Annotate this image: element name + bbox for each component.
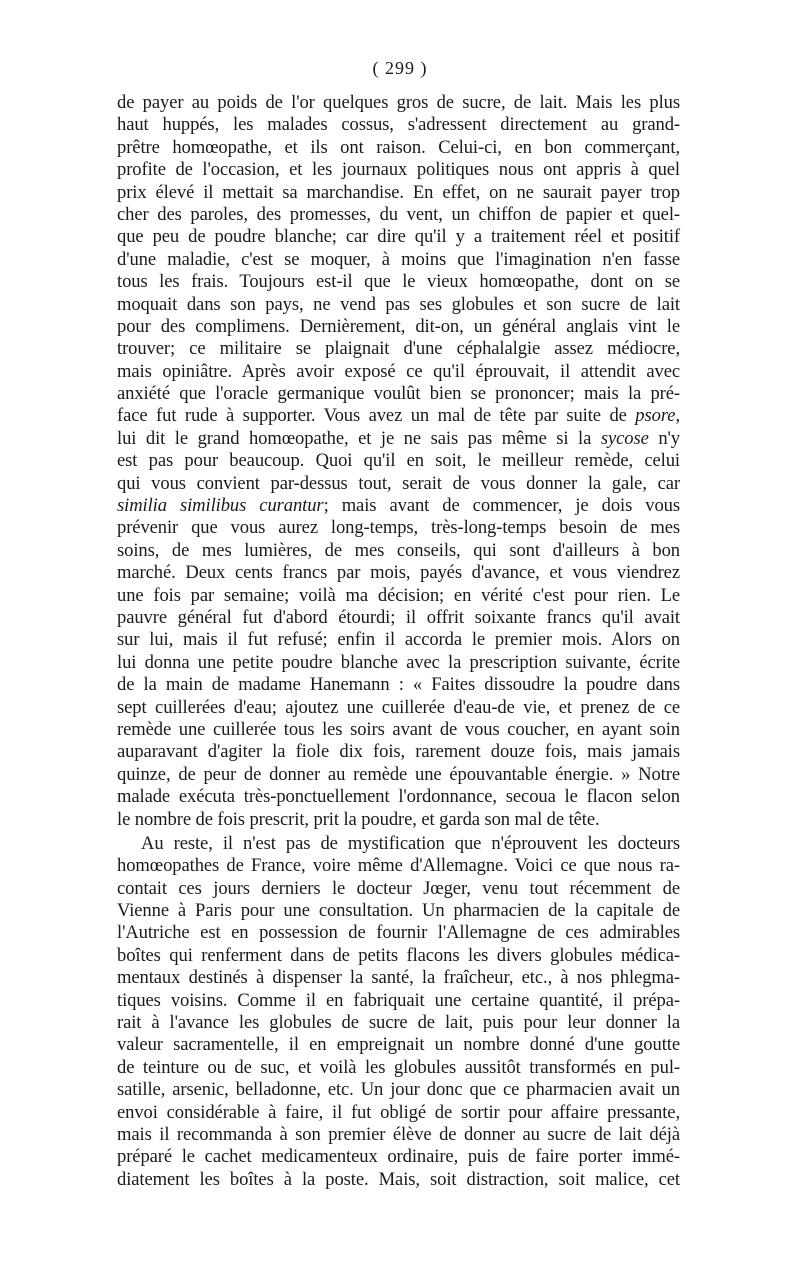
text-line: tous les frais. Toujours est-il que le vieux homœopathe, dont on se xyxy=(117,271,680,293)
text-line: moquait dans son pays, ne vend pas ses globules et son sucre de lait xyxy=(117,293,680,315)
text-line: pour des complimens. Dernièrement, dit-on, un général anglais vint le xyxy=(117,315,680,337)
text-line: Au reste, il n'est pas de mystification que n'éprouvent les docteurs xyxy=(141,832,680,854)
text-line: Vienne à Paris pour une consultation. Un pharmacien de la capitale de xyxy=(117,900,680,922)
text-line: lui donna une petite poudre blanche avec la prescription suivante, écrite xyxy=(117,651,680,673)
text-line: diatement les boîtes à la poste. Mais, soit distraction, soit malice, cet xyxy=(117,1168,680,1190)
text-line: que peu de poudre blanche; car dire qu'il y a traitement réel et positif xyxy=(117,226,680,248)
text-line: une fois par semaine; voilà ma décision; en vérité c'est pour rien. Le xyxy=(117,584,680,606)
text-line: soins, de mes lumières, de mes conseils, qui sont d'ailleurs à bon xyxy=(117,539,680,561)
text-line: profite de l'occasion, et les journaux politiques nous ont appris à quel xyxy=(117,159,680,181)
text-line: auparavant d'agiter la fiole dix fois, rarement douze fois, mais jamais xyxy=(117,741,680,763)
text-line: marché. Deux cents francs par mois, payés d'avance, et vous viendrez xyxy=(117,562,680,584)
text-line: sept cuillerées d'eau; ajoutez une cuillerée d'eau-de vie, et prenez de ce xyxy=(117,696,680,718)
text-line: l'Autriche est en possession de fournir l'Allemagne de ces admirables xyxy=(117,922,680,944)
text-line: mais opiniâtre. Après avoir exposé ce qu'il éprouvait, il attendit avec xyxy=(117,360,680,382)
text-line: prix élevé il mettait sa marchandise. En effet, on ne saurait payer trop xyxy=(117,181,680,203)
text-line: anxiété que l'oracle germanique voulût bien se prononcer; mais la pré- xyxy=(117,383,680,405)
text-line: homœopathes de France, voire même d'Allemagne. Voici ce que nous ra- xyxy=(117,855,680,877)
text-line: face fut rude à supporter. Vous avez un mal de tête par suite de psore, xyxy=(117,405,680,427)
text-line: de la main de madame Hanemann : « Faites dissoudre la poudre dans xyxy=(117,674,680,696)
text-line: de payer au poids de l'or quelques gros de sucre, de lait. Mais les plus xyxy=(117,92,680,113)
text-line: valeur sacramentelle, il en empreignait un nombre donné d'une goutte xyxy=(117,1034,680,1056)
text-line: qui vous convient par-dessus tout, serait de vous donner la gale, car xyxy=(117,472,680,494)
text-line: trouver; ce militaire se plaignait d'une céphalalgie assez médiocre, xyxy=(117,338,680,360)
text-line: envoi considérable à faire, il fut obligé de sortir pour affaire pressante, xyxy=(117,1101,680,1123)
text-line: le nombre de fois prescrit, prit la poudre, et garda son mal de tête. xyxy=(117,808,600,830)
text-line: d'une maladie, c'est se moquer, à moins que l'imagination n'en fasse xyxy=(117,248,680,270)
text-line: remède une cuillerée tous les soirs avant de vous coucher, en ayant soin xyxy=(117,718,680,740)
text-line: mais il recommanda à son premier élève de donner au sucre de lait déjà xyxy=(117,1123,680,1145)
text-line: lui dit le grand homœopathe, et je ne sais pas même si la sycose n'y xyxy=(117,427,680,449)
paragraph-2 xyxy=(117,833,680,1191)
text-line: similia similibus curantur; mais avant de commencer, je dois vous xyxy=(117,495,681,517)
text-line: tiques voisins. Comme il en fabriquait une certaine quantité, il prépa- xyxy=(117,989,680,1011)
body-text xyxy=(117,92,680,1191)
text-line: de teinture ou de suc, et voilà les globules aussitôt transformés en pul- xyxy=(117,1056,680,1078)
paragraph-1 xyxy=(117,92,680,831)
text-line: boîtes qui renferment dans de petits flacons les divers globules médica- xyxy=(117,944,680,966)
text-line: rait à l'avance les globules de sucre de lait, puis pour leur donner la xyxy=(117,1012,680,1034)
text-line: préparé le cachet medicamenteux ordinaire, puis de faire porter immé- xyxy=(117,1146,680,1168)
text-line: est pas pour beaucoup. Quoi qu'il en soit, le meilleur remède, celui xyxy=(117,450,680,472)
text-line: contait ces jours derniers le docteur Jœger, venu tout récemment de xyxy=(117,877,680,899)
text-line: haut huppés, les malades cossus, s'adressent directement au grand- xyxy=(117,114,680,136)
text-line: prévenir que vous aurez long-temps, très-long-temps besoin de mes xyxy=(117,517,680,539)
text-line: cher des paroles, des promesses, du vent, un chiffon de papier et quel- xyxy=(117,203,680,225)
text-line: pauvre général fut d'abord étourdi; il offrit soixante francs qu'il avait xyxy=(117,606,680,628)
text-line: satille, arsenic, belladonne, etc. Un jour donc que ce pharmacien avait un xyxy=(117,1079,680,1101)
text-line: prêtre homœopathe, et ils ont raison. Celui-ci, en bon commerçant, xyxy=(117,136,680,158)
text-line: mentaux destinés à dispenser la santé, la fraîcheur, etc., à nos phlegma- xyxy=(117,967,680,989)
page-number: ( 299 ) xyxy=(372,58,428,78)
text-line: quinze, de peur de donner au remède une épouvantable énergie. » Notre xyxy=(117,763,680,785)
text-line: sur lui, mais il fut refusé; enfin il accorda le premier mois. Alors on xyxy=(117,629,680,651)
text-line: malade exécuta très-ponctuellement l'ordonnance, secoua le flacon selon xyxy=(117,786,680,808)
